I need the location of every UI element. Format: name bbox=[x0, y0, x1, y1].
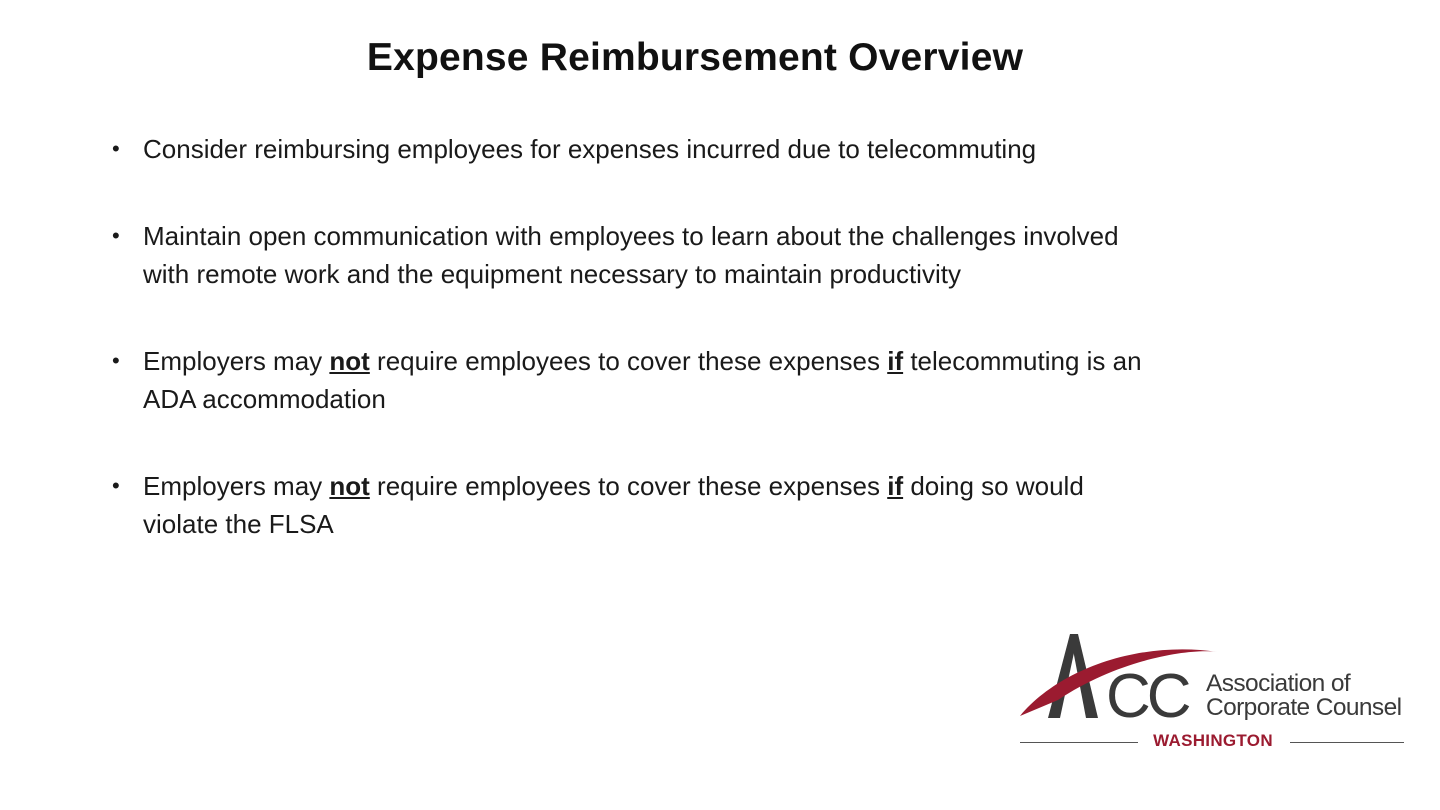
bullet-text: require employees to cover these expenses bbox=[369, 471, 888, 501]
bullet-text: telecommuting is an bbox=[903, 346, 1142, 376]
logo-org-line: Association of bbox=[1206, 670, 1351, 697]
logo-org-line: Corporate Counsel bbox=[1206, 694, 1402, 721]
logo-org-name bbox=[1206, 672, 1401, 720]
bullet-text-line: Maintain open communication with employees to learn about the challenges involved bbox=[143, 221, 1119, 251]
bullet-text-line: with remote work and the equipment necessary to maintain productivity bbox=[143, 259, 961, 289]
acc-washington-logo bbox=[1018, 630, 1410, 755]
bullet-marker: • bbox=[112, 223, 120, 248]
bullet-marker: • bbox=[112, 473, 120, 498]
bullet-text: require employees to cover these expenses bbox=[369, 346, 888, 376]
logo-rule-left bbox=[1020, 742, 1138, 743]
logo-cc-letters: CC bbox=[1106, 662, 1188, 730]
bullet-marker: • bbox=[112, 348, 120, 373]
emphasis-if: if bbox=[887, 346, 904, 376]
bullet-text-line: ADA accommodation bbox=[143, 384, 386, 414]
bullet-text: Employers may bbox=[143, 471, 330, 501]
bullet-item bbox=[112, 467, 1084, 543]
bullet-marker: • bbox=[112, 136, 120, 161]
logo-chapter-name: WASHINGTON bbox=[1153, 731, 1273, 750]
bullet-text: Consider reimbursing employees for expenses incurred due to telecommuting bbox=[143, 134, 1037, 164]
bullet-item bbox=[112, 217, 1119, 293]
bullet-item bbox=[112, 130, 1036, 168]
bullet-text: Employers may bbox=[143, 346, 330, 376]
emphasis-not: not bbox=[329, 471, 370, 501]
logo-rule-right bbox=[1290, 742, 1404, 743]
emphasis-if: if bbox=[887, 471, 904, 501]
bullet-text-line: violate the FLSA bbox=[143, 509, 334, 539]
bullet-text: doing so would bbox=[903, 471, 1084, 501]
slide-title: Expense Reimbursement Overview bbox=[366, 36, 1024, 79]
emphasis-not: not bbox=[329, 346, 370, 376]
bullet-item bbox=[112, 342, 1142, 418]
